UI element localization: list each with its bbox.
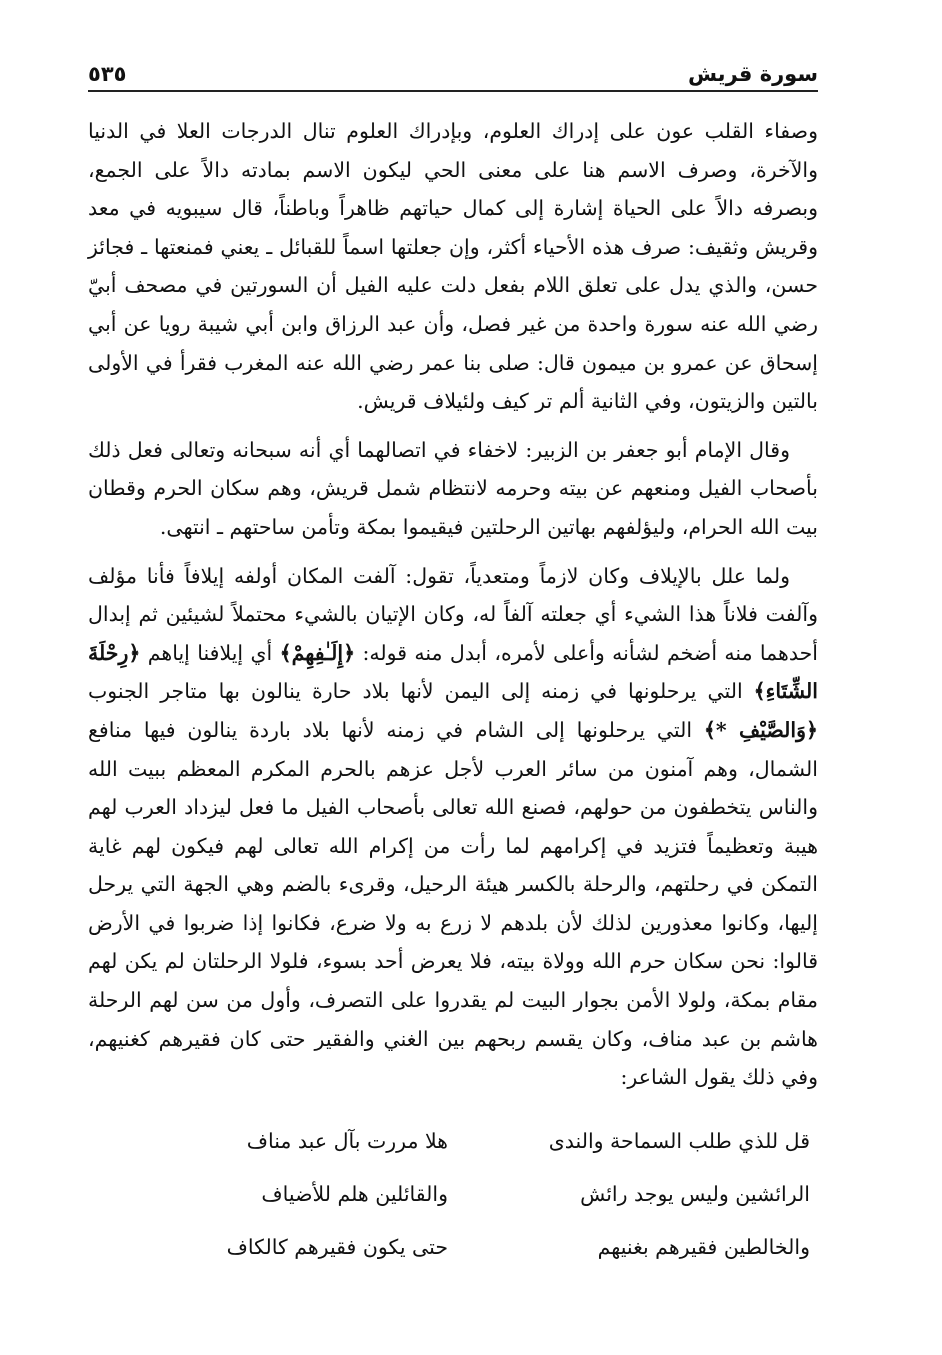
verse-second-hemistich: هلا مررت بآل عبد مناف [246, 1128, 448, 1153]
verse-first-hemistich: الرائشين وليس يوجد رائش [580, 1181, 810, 1206]
poem-verse [88, 1221, 818, 1274]
book-page [88, 62, 818, 1274]
verse-second-hemistich: حتى يكون فقيرهم كالكاف [226, 1234, 448, 1259]
page-header [88, 62, 818, 92]
verse-first-hemistich: والخالطين فقيرهم بغنيهم [597, 1234, 810, 1259]
quran-quote-sayf: ﴿وَالصَّيْفِ *﴾ [703, 717, 818, 742]
quran-quote-ilafihim: ﴿إِلَـٰفِهِمْ﴾ [279, 640, 356, 665]
poem-verse [88, 1168, 818, 1221]
poem [88, 1115, 818, 1274]
paragraph-3-part-a: ولما علل بالإيلاف وكان لازماً ومتعدياً، تقول: آلفت المكان أولفه إيلافاً فأنا مؤلف وآلفت فلاناً هذا الشيء أي جعلته آلفاً له، وكان الإتيان بالشيء محتملاً لشيئين ثم إبدال أحدهما منه أضخم لشأنه وأعلى لأمره، أبدل منه قوله: [88, 563, 818, 665]
quran-quote-rihlat: ﴿رِحْلَةَ الشِّتَاءِ﴾ [88, 640, 818, 704]
verse-second-hemistich: والقائلين هلم للأضياف [261, 1181, 448, 1206]
surah-title: سورة قريش [688, 62, 818, 86]
verse-first-hemistich: قل للذي طلب السماحة والندى [548, 1128, 810, 1153]
body-text [88, 112, 818, 1097]
paragraph-3-part-d: التي يرحلونها إلى الشام في زمنه لأنها بلاد باردة ينالون فيها منافع الشمال، وهم آمنون من سائر العرب لأجل عزهم بالحرم المكرم المعظم ببيت الله والناس يتخطفون من حولهم، فصنع الله تعالى بأصحاب الفيل ما فعل ليزداد العرب لهم هيبة وتعظيماً فتزيد في إكرامهم لما رأت من إكرام الله تعالى لهم فيكون لهم غاية التمكن في رحلتهم، والرحلة بالكسر هيئة الرحيل، وقرىء بالضم وهي الجهة التي يرحل إليها، وكانوا معذورين لذلك لأن بلدهم لا زرع به ولا ضرع، فكانوا إذا ضربوا في الأرض قالوا: نحن سكان حرم الله وولاة بيته، فلا يعرض أحد بسوء، فلولا الرحلتان لم يكن لهم مقام بمكة، ولولا الأمن بجوار البيت لم يقدروا على التصرف، وأول من سن لهم الرحلة هاشم بن عبد مناف، وكان يقسم ربحهم بين الغني والفقير حتى كان فقيرهم كغنيهم، وفي ذلك يقول الشاعر: [88, 717, 818, 1090]
paragraph-3 [88, 557, 818, 1097]
paragraph-1: وصفاء القلب عون على إدراك العلوم، وبإدراك العلوم تنال الدرجات العلا في الدنيا والآخرة، وصرف الاسم هنا على معنى الحي ليكون الاسم بمادته دالاً على الجمع، وبصرفه دالاً على الحياة إشارة إلى كمال حياتهم ظاهراً وباطناً، قال سيبويه في معد وقريش وثقيف: صرف هذه الأحياء أكثر، وإن جعلتها اسماً للقبائل ـ يعني فمنعتها ـ فجائز حسن، والذي يدل على تعلق اللام بفعل دلت عليه الفيل أن السورتين في مصحف أبيّ رضي الله عنه سورة واحدة من غير فصل، وأن عبد الرزاق وابن أبي شيبة رويا عن أبي إسحاق عن عمرو بن ميمون قال: صلى بنا عمر رضي الله عنه المغرب فقرأ في الأولى بالتين والزيتون، وفي الثانية ألم تر كيف ولئيلاف قريش. [88, 119, 818, 414]
paragraph-3-part-b: أي إيلافنا إياهم [147, 640, 273, 665]
paragraph-2: وقال الإمام أبو جعفر بن الزبير: لاخفاء في اتصالهما أي أنه سبحانه وتعالى فعل ذلك بأصحاب الفيل ومنعهم عن بيته وحرمه لانتظام شمل قريش، وهم سكان الحرم وقطان بيت الله الحرام، وليؤلفهم بهاتين الرحلتين فيقيموا بمكة وتأمن ساحتهم ـ انتهى. [88, 437, 818, 539]
page-number: ٥٣٥ [88, 62, 127, 86]
paragraph-3-part-c: التي يرحلونها في زمنه إلى اليمن لأنها بلاد حارة ينالون بها متاجر الجنوب [88, 679, 743, 704]
poem-verse [88, 1115, 818, 1168]
